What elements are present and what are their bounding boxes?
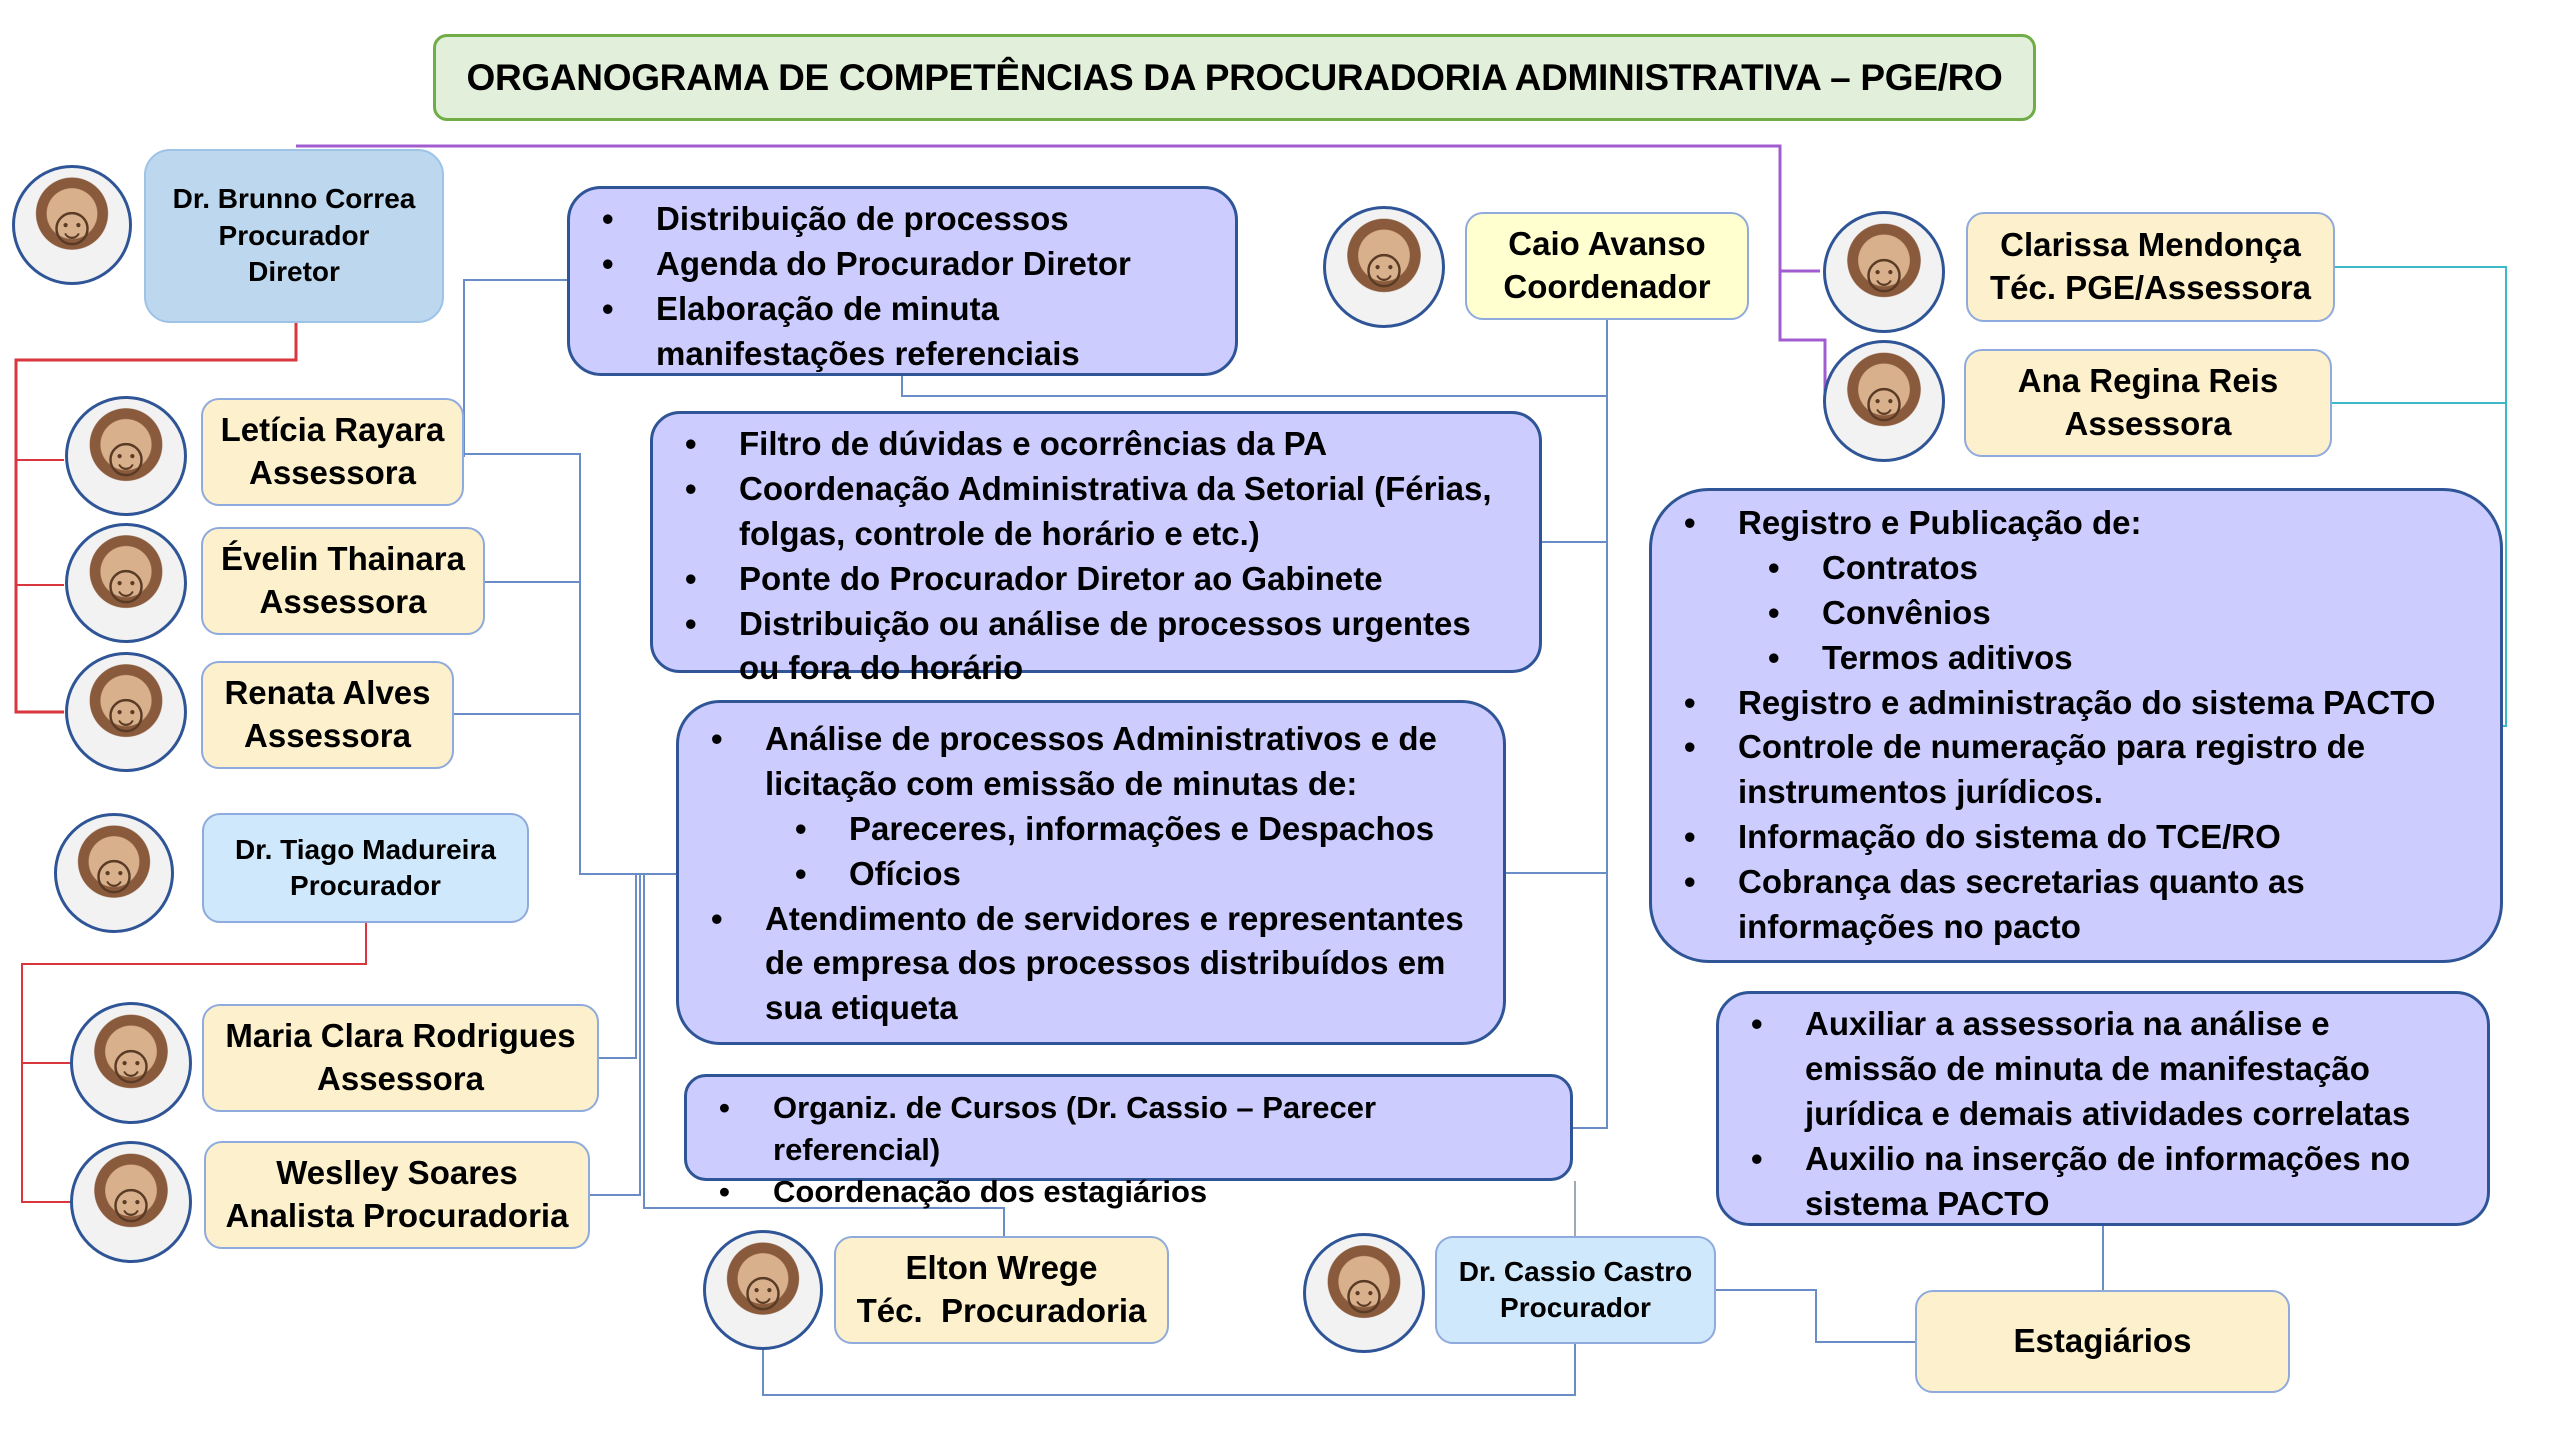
person-role: Téc. PGE/Assessora: [1989, 269, 2311, 306]
page-title: ORGANOGRAMA DE COMPETÊNCIAS DA PROCURADORIA ADMINISTRATIVA – PGE/RO: [433, 34, 2036, 121]
person-role: Coordenador: [1503, 268, 1711, 305]
person-role: Assessora: [244, 717, 411, 754]
person-role-secondary: Diretor: [248, 256, 340, 288]
duty-subitem: • Pareceres, informações e Despachos: [703, 807, 1483, 852]
person-name: Évelin Thainara: [221, 540, 465, 578]
person-role: Téc. Procuradoria: [856, 1292, 1147, 1329]
duty-item: • Auxiliar a assessoria na análise e emissão de minuta de manifestação jurídica e demais atividades correlatas: [1743, 1002, 2467, 1137]
person-name: Dr. Brunno Correa: [172, 183, 416, 215]
person-role: Procurador: [1500, 1292, 1651, 1323]
person-photo-icon: ☺: [1355, 235, 1413, 299]
avatar-maria: [70, 1002, 192, 1124]
person-name: Weslley Soares: [276, 1154, 518, 1192]
connector-blue-duty1: [464, 280, 567, 457]
person-photo-icon: ☺: [97, 424, 155, 488]
person-photo-icon: ☺: [1335, 1261, 1393, 1325]
duty-item: • Cobrança das secretarias quanto as informações no pacto: [1676, 860, 2480, 950]
person-photo-icon: ☺: [1855, 369, 1913, 433]
person-card-cassio: [1435, 1236, 1716, 1344]
connector-blue-leticia: [464, 454, 676, 874]
connector-blue-duty1-caio: [902, 376, 1607, 396]
person-photo-icon: ☺: [97, 551, 155, 615]
person-name: Caio Avanso: [1508, 225, 1706, 263]
person-card-evelin: [201, 527, 485, 635]
duty-item: • Agenda do Procurador Diretor: [594, 242, 1215, 287]
duty-item: • Organiz. de Cursos (Dr. Cassio – Parecer referencial): [711, 1087, 1550, 1171]
person-photo-icon: ☺: [85, 841, 143, 905]
person-name: Clarissa Mendonça: [2000, 226, 2301, 264]
person-card-brunno: [144, 149, 444, 323]
person-name: Ana Regina Reis: [2017, 362, 2279, 400]
duty-item: • Coordenação dos estagiários: [711, 1171, 1550, 1213]
duty-item: • Distribuição de processos: [594, 197, 1215, 242]
person-name: Letícia Rayara: [220, 411, 445, 449]
avatar-cassio: [1303, 1233, 1425, 1353]
person-name: Renata Alves: [224, 674, 431, 712]
duty-subitem: • Termos aditivos: [1676, 636, 2480, 681]
duty-item: • Auxilio na inserção de informações no sistema PACTO: [1743, 1137, 2467, 1227]
avatar-ana: [1823, 340, 1945, 462]
person-card-leticia: [201, 398, 464, 506]
person-photo-icon: ☺: [102, 1031, 160, 1095]
duty-item: • Registro e administração do sistema PACTO: [1676, 681, 2480, 726]
person-role: Analista Procuradoria: [225, 1197, 569, 1234]
duty-item: • Distribuição ou análise de processos urgentes ou fora do horário: [677, 602, 1519, 692]
person-photo-icon: ☺: [102, 1170, 160, 1234]
person-card-clarissa: [1966, 212, 2335, 322]
connector-cassio-estagiarios: [1716, 1290, 1915, 1342]
duty-item: • Elaboração de minuta manifestações referenciais: [594, 287, 1215, 377]
person-name: Dr. Tiago Madureira: [235, 833, 496, 865]
avatar-caio: [1323, 206, 1445, 328]
person-role: Assessora: [2064, 405, 2232, 442]
duty-item: • Informação do sistema do TCE/RO: [1676, 815, 2480, 860]
person-name: Elton Wrege: [905, 1249, 1098, 1287]
avatar-brunno: [12, 165, 132, 285]
avatar-evelin: [65, 523, 187, 643]
duty-item: • Atendimento de servidores e representantes de empresa dos processos distribuídos em sua etiqueta: [703, 897, 1483, 1032]
person-card-elton: [834, 1236, 1169, 1344]
person-card-tiago: [202, 813, 529, 923]
duty-subitem: • Convênios: [1676, 591, 2480, 636]
person-role: Assessora: [317, 1060, 484, 1097]
connector-blue-caio: [1573, 320, 1607, 1128]
duty-box-analysis: [676, 700, 1506, 1045]
avatar-tiago: [54, 813, 174, 933]
person-card-caio: [1465, 212, 1749, 320]
avatar-renata: [65, 652, 187, 772]
duty-item: • Análise de processos Administrativos e de licitação com emissão de minutas de:: [703, 717, 1483, 807]
person-card-weslley: [204, 1141, 590, 1249]
group-card-estagiarios: [1915, 1290, 2290, 1393]
duty-subitem: • Contratos: [1676, 546, 2480, 591]
person-photo-icon: ☺: [43, 193, 101, 257]
avatar-elton: [703, 1230, 823, 1350]
duty-box-coordinator: [650, 411, 1542, 687]
avatar-clarissa: [1823, 211, 1945, 333]
duty-item: • Filtro de dúvidas e ocorrências da PA: [677, 422, 1519, 467]
person-role: Assessora: [249, 454, 416, 491]
avatar-leticia: [65, 396, 187, 516]
duty-box-interns: [1716, 991, 2490, 1226]
person-role: Assessora: [259, 583, 427, 620]
connector-blue-maria: [599, 874, 636, 1058]
duty-item: • Registro e Publicação de:: [1676, 501, 2480, 546]
person-role: Procurador: [290, 870, 441, 901]
duty-subitem: • Ofícios: [703, 852, 1483, 897]
duty-item: • Coordenação Administrativa da Setorial (Férias, folgas, controle de horário e etc.): [677, 467, 1519, 557]
person-name: Dr. Cassio Castro: [1458, 1255, 1693, 1287]
person-name: Maria Clara Rodrigues: [225, 1017, 576, 1055]
duty-box-courses: [684, 1074, 1573, 1210]
group-name: Estagiários: [2013, 1322, 2192, 1360]
duty-box-registry: [1649, 488, 2503, 963]
duty-item: • Controle de numeração para registro de instrumentos jurídicos.: [1676, 725, 2480, 815]
duty-item: • Ponte do Procurador Diretor ao Gabinete: [677, 557, 1519, 602]
duty-box-director: [567, 186, 1238, 376]
avatar-weslley: [70, 1141, 192, 1263]
connector-red-director: [16, 323, 296, 712]
person-card-ana: [1964, 349, 2332, 457]
person-photo-icon: ☺: [734, 1258, 792, 1322]
person-card-renata: [201, 661, 454, 769]
person-card-maria: [202, 1004, 599, 1112]
connector-elton-cassio: [763, 1344, 1575, 1395]
person-photo-icon: ☺: [97, 680, 155, 744]
person-role: Procurador: [218, 219, 370, 251]
person-photo-icon: ☺: [1855, 240, 1913, 304]
connector-purple-ana: [1780, 271, 1825, 400]
